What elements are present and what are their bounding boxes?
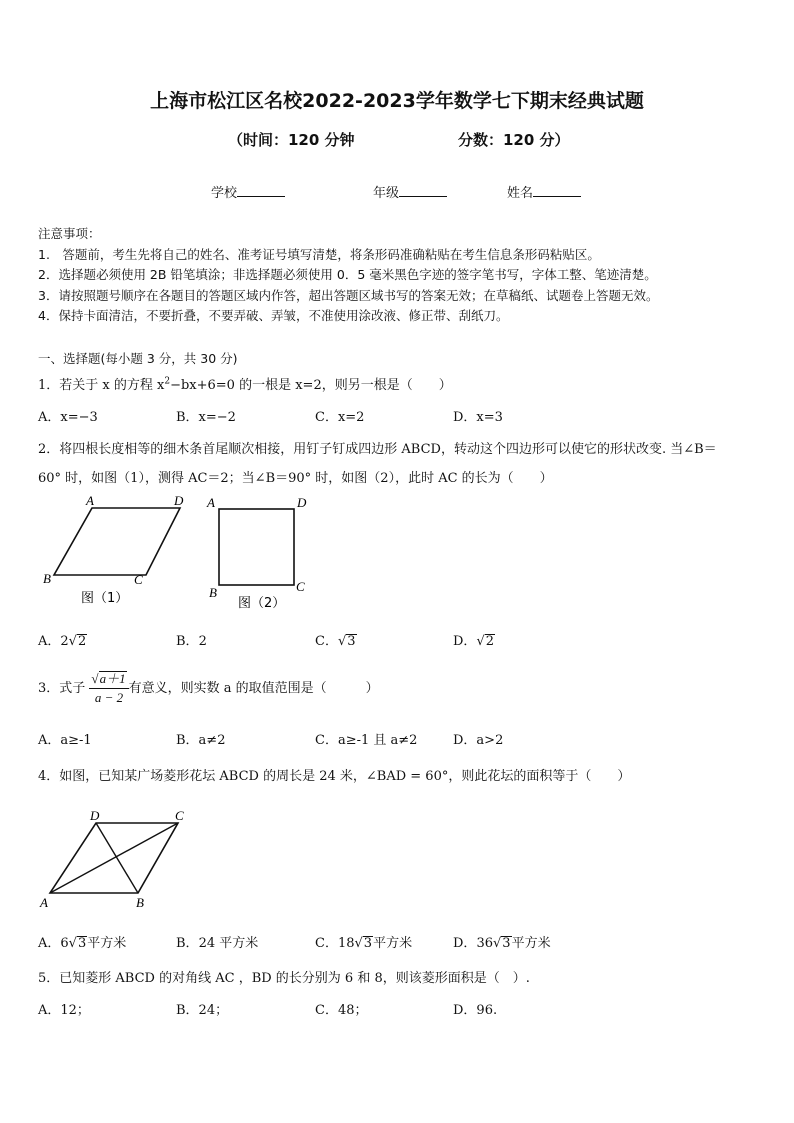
q4-a-letter: A． bbox=[38, 936, 61, 951]
fig1-label-d: D bbox=[174, 493, 184, 508]
page-title: 上海市松江区名校2022-2023学年数学七下期末经典试题 bbox=[150, 90, 644, 112]
q4-b-letter: B． bbox=[176, 936, 199, 951]
q3-option-d[interactable]: D．a>2 bbox=[453, 733, 504, 748]
q2-figures bbox=[38, 490, 318, 615]
q4-label-a: A bbox=[40, 895, 48, 910]
q4-figure bbox=[38, 806, 198, 912]
q2-option-c[interactable]: C．√3 bbox=[315, 634, 356, 649]
name-field[interactable] bbox=[507, 182, 581, 201]
q1-option-a[interactable]: A．x=−3 bbox=[38, 410, 98, 425]
q3-option-b[interactable]: B．a≠2 bbox=[176, 733, 226, 748]
q1-option-c[interactable]: C．x=2 bbox=[315, 410, 365, 425]
fig2-caption: 图（2） bbox=[238, 596, 286, 611]
q5-option-b[interactable]: B．24； bbox=[176, 1003, 229, 1018]
q2-option-b[interactable] bbox=[176, 630, 207, 649]
q3-suffix: 有意义，则实数 a 的取值范围是（ ） bbox=[128, 681, 379, 696]
q2-text-line2: 60° 时，如图（1），测得 AC＝2；当∠B＝90° 时，如图（2），此时 AC 的长为（ ） bbox=[38, 471, 553, 486]
notice-item: 4．保持卡面清洁，不要折叠，不要弄破、弄皱，不准使用涂改液、修正带、刮纸刀。 bbox=[38, 308, 509, 323]
q3-numerator: √a＋1 bbox=[89, 670, 128, 689]
q4-c-unit: 平方米 bbox=[373, 936, 413, 951]
q2-c-radicand: 3 bbox=[347, 634, 356, 649]
q4-c-letter: C． bbox=[315, 936, 338, 951]
question-1 bbox=[38, 374, 452, 393]
q4-text: 4．如图，已知某广场菱形花坛 ABCD 的周长是 24 米，∠BAD = 60°，则此花坛的面积等于（ ） bbox=[38, 769, 631, 784]
q4-a-radicand: 3 bbox=[77, 936, 87, 951]
question-3 bbox=[38, 670, 379, 707]
q3-fraction bbox=[89, 670, 128, 707]
q4-a-coef: 6 bbox=[60, 936, 69, 951]
fig2-square bbox=[219, 509, 294, 585]
notice-item: 3．请按照题号顺序在各题目的答题区域内作答，超出答题区域书写的答案无效；在草稿纸、试题卷上答题无效。 bbox=[38, 288, 659, 303]
school-blank[interactable] bbox=[237, 184, 285, 197]
q4-option-d[interactable]: D．36√3平方米 bbox=[453, 936, 551, 951]
q4-c-coef: 18 bbox=[337, 936, 355, 951]
q3-option-a[interactable]: A．a≥-1 bbox=[38, 733, 92, 748]
q2-a-letter: A． bbox=[38, 634, 61, 649]
notice-heading: 注意事项： bbox=[38, 226, 101, 241]
q4-d-coef: 36 bbox=[476, 936, 493, 951]
q4-option-c[interactable]: C．18√3平方米 bbox=[315, 936, 413, 951]
q2-d-letter: D． bbox=[453, 634, 477, 649]
q4-label-c: C bbox=[175, 808, 184, 823]
q2-b-value: 2 bbox=[198, 634, 207, 649]
fig1-label-a: A bbox=[86, 493, 94, 508]
score-label: 分数：120 分） bbox=[458, 131, 570, 149]
q5-text: 5．已知菱形 ABCD 的对角线 AC ，BD 的长分别为 6 和 8，则该菱形面积是（ ）. bbox=[38, 971, 530, 986]
q4-d-letter: D． bbox=[453, 936, 477, 951]
q4-label-b: B bbox=[136, 895, 144, 910]
fig2-label-d: D bbox=[297, 495, 307, 510]
grade-blank[interactable] bbox=[399, 184, 447, 197]
q2-option-a[interactable]: A．2√2 bbox=[38, 634, 87, 649]
q3-denominator: a − 2 bbox=[94, 690, 124, 705]
q3-prefix: 3．式子 bbox=[38, 681, 86, 696]
q1-prefix: 1．若关于 x 的方程 x bbox=[38, 378, 165, 393]
name-label: 姓名 bbox=[507, 186, 534, 201]
q4-b-value: 24 平方米 bbox=[198, 936, 259, 951]
q4-option-a[interactable]: A．6√3平方米 bbox=[38, 936, 127, 951]
grade-field[interactable] bbox=[373, 182, 447, 201]
fig2-label-c: C bbox=[296, 579, 305, 594]
q5-option-a[interactable]: A．12； bbox=[38, 1003, 90, 1018]
q2-option-d[interactable]: D．√2 bbox=[453, 634, 495, 649]
fig1-label-b: B bbox=[43, 571, 51, 586]
q4-a-unit: 平方米 bbox=[87, 936, 127, 951]
q2-a-coef: 2 bbox=[60, 634, 69, 649]
notice-item: 2．选择题必须使用 2B 铅笔填涂；非选择题必须使用 0．5 毫米黑色字迹的签字笔书写，字体工整、笔迹清楚。 bbox=[38, 267, 657, 282]
q4-d-unit: 平方米 bbox=[511, 936, 551, 951]
fig2-label-b: B bbox=[209, 585, 217, 600]
name-blank[interactable] bbox=[533, 184, 581, 197]
diagonal-bd bbox=[96, 823, 138, 893]
q5-option-c[interactable]: C．48； bbox=[315, 1003, 368, 1018]
fig2-label-a: A bbox=[207, 495, 215, 510]
q1-option-d[interactable]: D．x=3 bbox=[453, 410, 503, 425]
q4-option-b[interactable] bbox=[176, 932, 258, 951]
q2-text-line1: 2．将四根长度相等的细木条首尾顺次相接，用钉子钉成四边形 ABCD，转动这个四边形可以使它的形状改变. 当∠B＝ bbox=[38, 442, 717, 457]
q5-option-d[interactable]: D．96. bbox=[453, 1003, 498, 1018]
q2-b-letter: B． bbox=[176, 634, 199, 649]
q2-c-letter: C． bbox=[315, 634, 338, 649]
fig1-parallelogram bbox=[54, 508, 180, 575]
q4-c-radicand: 3 bbox=[363, 936, 373, 951]
q1-suffix: −bx+6=0 的一根是 x=2，则另一根是（ ） bbox=[170, 378, 452, 393]
q4-label-d: D bbox=[90, 808, 100, 823]
grade-label: 年级 bbox=[373, 186, 400, 201]
fig1-label-c: C bbox=[134, 572, 143, 587]
school-field[interactable] bbox=[211, 182, 285, 201]
q1-sup: 2 bbox=[164, 376, 171, 387]
q4-d-radicand: 3 bbox=[502, 936, 511, 951]
fig1-caption: 图（1） bbox=[81, 591, 129, 606]
time-label: （时间：120 分钟 bbox=[228, 131, 355, 149]
q1-option-b[interactable]: B．x=−2 bbox=[176, 410, 236, 425]
notice-item: 1. 答题前，考生先将自己的姓名、准考证号填写清楚，将条形码准确粘贴在考生信息条形码粘贴区。 bbox=[38, 247, 600, 262]
q3-option-c[interactable]: C．a≥-1 且 a≠2 bbox=[315, 733, 418, 748]
q2-a-radicand: 2 bbox=[77, 634, 87, 649]
school-label: 学校 bbox=[211, 186, 238, 201]
section-heading: 一、选择题(每小题 3 分，共 30 分) bbox=[38, 351, 238, 366]
q2-d-radicand: 2 bbox=[485, 634, 495, 649]
